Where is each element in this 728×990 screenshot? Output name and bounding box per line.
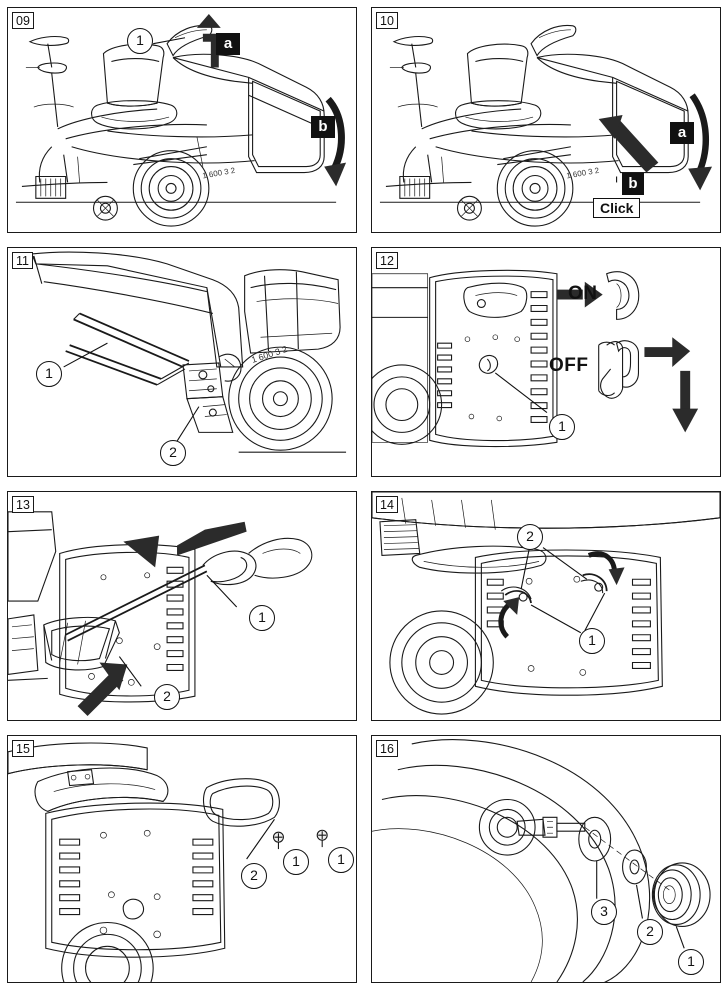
figure-panel-15 (7, 735, 357, 983)
tag-a: a (670, 122, 694, 144)
panel-cell-16 (364, 728, 728, 990)
panel-number-11: 11 (12, 252, 33, 269)
panel-number-09: 09 (12, 12, 34, 29)
tag-b: b (311, 116, 335, 138)
svg-text:1 600 3 2: 1 600 3 2 (250, 343, 289, 365)
figure-panel-12 (371, 247, 721, 477)
figure-panel-16 (371, 735, 721, 983)
figure-panel-13 (7, 491, 357, 721)
svg-text:1 600 3 2: 1 600 3 2 (201, 165, 236, 181)
callout-3: 3 (591, 899, 617, 925)
panel-cell-10 (364, 0, 728, 240)
svg-text:1 600 3 2: 1 600 3 2 (565, 165, 600, 181)
panel-cell-09 (0, 0, 364, 240)
figure-panel-09 (7, 7, 357, 233)
panel-number-15: 15 (12, 740, 34, 757)
panel-14-artwork (372, 492, 720, 720)
panel-number-16: 16 (376, 740, 398, 757)
callout-2: 2 (637, 919, 663, 945)
label-on: ON (568, 283, 598, 304)
figure-panel-10 (371, 7, 721, 233)
callout-1: 1 (36, 361, 62, 387)
tag-b: b (622, 173, 644, 195)
panel-cell-12 (364, 240, 728, 484)
panel-number-14: 14 (376, 496, 398, 513)
panel-13-artwork (8, 492, 356, 720)
callout-1: 1 (579, 628, 605, 654)
panel-cell-13 (0, 484, 364, 728)
click-note: Click (593, 198, 640, 218)
callout-1-right: 1 (328, 847, 354, 873)
panel-number-13: 13 (12, 496, 34, 513)
figure-panel-14 (371, 491, 721, 721)
panel-12-artwork (372, 248, 720, 476)
callout-1: 1 (549, 414, 575, 440)
tag-a: a (216, 33, 240, 55)
callout-2: 2 (241, 863, 267, 889)
panel-10-artwork (372, 8, 720, 232)
panel-11-artwork (8, 248, 356, 476)
callout-1: 1 (249, 605, 275, 631)
panel-cell-15 (0, 728, 364, 990)
panel-cell-14 (364, 484, 728, 728)
callout-1: 1 (127, 28, 153, 54)
callout-2: 2 (160, 440, 186, 466)
callout-2: 2 (517, 524, 543, 550)
label-off: OFF (549, 355, 589, 376)
figure-panel-11 (7, 247, 357, 477)
callout-1-left: 1 (283, 849, 309, 875)
panel-09-artwork (8, 8, 356, 232)
panel-number-10: 10 (376, 12, 398, 29)
callout-1: 1 (678, 949, 704, 975)
panel-16-artwork (372, 736, 720, 982)
panel-cell-11 (0, 240, 364, 484)
panel-number-12: 12 (376, 252, 398, 269)
callout-2: 2 (154, 684, 180, 710)
